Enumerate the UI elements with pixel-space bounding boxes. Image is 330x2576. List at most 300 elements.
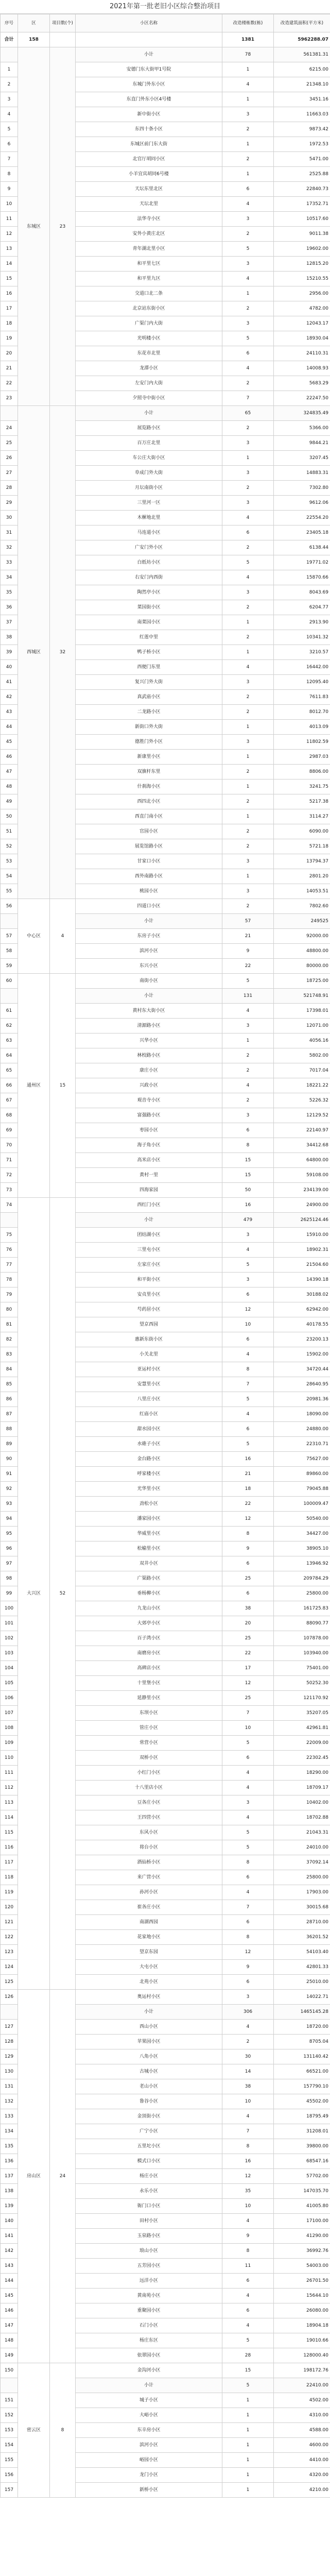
cell-seq: 32 xyxy=(1,540,18,555)
total-units: 1381 xyxy=(222,32,274,47)
cell-area: 22410.00 xyxy=(274,2378,330,2393)
cell-seq: 72 xyxy=(1,1168,18,1183)
cell-area: 18904.18 xyxy=(274,2318,330,2333)
cell-units: 6 xyxy=(222,1287,274,1302)
cell-seq: 48 xyxy=(1,779,18,794)
cell-units: 2 xyxy=(222,227,274,242)
cell-units: 30 xyxy=(222,2049,274,2064)
cell-area: 23200.13 xyxy=(274,1332,330,1347)
cell-area: 25800.00 xyxy=(274,1870,330,1885)
cell-area: 14883.31 xyxy=(274,466,330,481)
cell-units: 1 xyxy=(222,62,274,77)
cell-name: 黄村一里 xyxy=(76,1168,222,1183)
cell-units: 2 xyxy=(222,540,274,555)
cell-units: 2 xyxy=(222,705,274,720)
cell-units: 6 xyxy=(222,346,274,361)
cell-name: 木樨地北里 xyxy=(76,511,222,526)
cell-name: 奥运村小区 xyxy=(76,1990,222,2005)
cell-name: 车公庄大街小区 xyxy=(76,451,222,466)
cell-seq: 117 xyxy=(1,1855,18,1870)
cell-name: 交道口北二条 xyxy=(76,286,222,301)
cell-area: 38905.10 xyxy=(274,1541,330,1556)
cell-name: 四道口小区 xyxy=(76,899,222,914)
cell-units: 6 xyxy=(222,182,274,197)
cell-area: 6138.44 xyxy=(274,540,330,555)
cell-units: 2 xyxy=(222,765,274,779)
cell-seq: 144 xyxy=(1,2274,18,2289)
cell-seq: 4 xyxy=(1,107,18,122)
cell-name: 依翠园小区 xyxy=(76,2348,222,2363)
cell-name: 黄村东大街小区 xyxy=(76,1004,222,1019)
cell-units: 78 xyxy=(222,47,274,62)
cell-area: 22247.50 xyxy=(274,391,330,406)
cell-area: 89860.00 xyxy=(274,1467,330,1482)
cell-name: 桃园小区 xyxy=(76,884,222,899)
cell-seq: 68 xyxy=(1,1108,18,1123)
cell-units: 21 xyxy=(222,1467,274,1482)
cell-area: 34427.00 xyxy=(274,1527,330,1541)
page-title: 2021年第一批老旧小区综合整治项目 xyxy=(0,0,330,14)
total-label: 合计 xyxy=(1,32,18,47)
cell-area: 9844.21 xyxy=(274,436,330,451)
cell-seq: 107 xyxy=(1,1706,18,1721)
cell-name: 兴政小区 xyxy=(76,1078,222,1093)
cell-seq: 103 xyxy=(1,1646,18,1661)
cell-name: 新街口外大街 xyxy=(76,720,222,735)
cell-units: 1 xyxy=(222,2408,274,2423)
cell-name: 左安门内大街 xyxy=(76,376,222,391)
cell-seq: 94 xyxy=(1,1512,18,1527)
subtotal-row xyxy=(1,406,330,421)
cell-units: 4 xyxy=(222,197,274,212)
cell-name: 石门小区 xyxy=(76,2318,222,2333)
cell-seq: 18 xyxy=(1,316,18,331)
cell-units: 8 xyxy=(222,1527,274,1541)
cell-area: 54103.40 xyxy=(274,1945,330,1960)
cell-area: 20981.36 xyxy=(274,1392,330,1407)
cell-seq: 98 xyxy=(1,1571,18,1586)
cell-name: 田村小区 xyxy=(76,2214,222,2229)
cell-seq: 83 xyxy=(1,1347,18,1362)
cell-seq: 14 xyxy=(1,257,18,272)
cell-units: 2 xyxy=(222,1048,274,1063)
cell-name: 大郊亭小区 xyxy=(76,1616,222,1631)
cell-name: 新桥小区 xyxy=(76,2483,222,2498)
cell-area: 5721.18 xyxy=(274,839,330,854)
cell-units: 1 xyxy=(222,2483,274,2498)
cell-name: 呼家楼小区 xyxy=(76,1467,222,1482)
cell-area: 15644.10 xyxy=(274,2289,330,2303)
cell-units: 4 xyxy=(222,2109,274,2124)
cell-seq: 141 xyxy=(1,2229,18,2244)
cell-area: 2956.00 xyxy=(274,286,330,301)
cell-seq: 95 xyxy=(1,1527,18,1541)
cell-units: 4 xyxy=(222,2289,274,2303)
cell-area: 4013.09 xyxy=(274,720,330,735)
cell-name: 龙潭小区 xyxy=(76,361,222,376)
cell-units: 5 xyxy=(222,974,274,989)
cell-name: 陶然亭小区 xyxy=(76,585,222,600)
cell-seq: 100 xyxy=(1,1601,18,1616)
cell-seq: 79 xyxy=(1,1287,18,1302)
cell-units: 1 xyxy=(222,2423,274,2438)
table-header-row xyxy=(1,14,330,32)
cell-area: 22302.45 xyxy=(274,1751,330,1766)
cell-units: 6 xyxy=(222,1422,274,1437)
cell-area: 22140.97 xyxy=(274,1123,330,1138)
cell-seq: 63 xyxy=(1,1033,18,1048)
cell-area: 40178.55 xyxy=(274,1317,330,1332)
cell-units: 28 xyxy=(222,2348,274,2363)
cell-seq: 149 xyxy=(1,2348,18,2363)
cell-area: 100009.47 xyxy=(274,1497,330,1512)
cell-name: 西红门小区 xyxy=(76,1198,222,1213)
cell-units: 3 xyxy=(222,854,274,869)
cell-name: 海子角小区 xyxy=(76,1138,222,1153)
cell-units: 25 xyxy=(222,1571,274,1586)
cell-area: 10341.32 xyxy=(274,630,330,645)
cell-area: 198172.76 xyxy=(274,2363,330,2378)
cell-area: 11802.59 xyxy=(274,735,330,750)
cell-area: 50540.00 xyxy=(274,1512,330,1527)
cell-area: 8806.00 xyxy=(274,765,330,779)
cell-area: 15902.00 xyxy=(274,1347,330,1362)
cell-name: 展览馆路小区 xyxy=(76,839,222,854)
cell-seq: 139 xyxy=(1,2199,18,2214)
cell-name: 展览路小区 xyxy=(76,421,222,436)
cell-area: 9612.06 xyxy=(274,496,330,511)
cell-name: 鸭子桥小区 xyxy=(76,645,222,660)
cell-seq: 53 xyxy=(1,854,18,869)
cell-name: 劲松小区 xyxy=(76,1497,222,1512)
cell-area: 88090.77 xyxy=(274,1616,330,1631)
cell-units: 3 xyxy=(222,1273,274,1287)
cell-name: 老山小区 xyxy=(76,2079,222,2094)
cell-units: 3 xyxy=(222,436,274,451)
cell-seq: 37 xyxy=(1,615,18,630)
cell-area: 157790.10 xyxy=(274,2079,330,2094)
cell-area: 24110.31 xyxy=(274,346,330,361)
cell-area: 10402.00 xyxy=(274,1795,330,1810)
header-name: 小区名称 xyxy=(76,14,222,32)
cell-seq: 109 xyxy=(1,1736,18,1751)
cell-area: 42801.33 xyxy=(274,1960,330,1975)
cell-area: 30015.68 xyxy=(274,1900,330,1915)
cell-district-count: 15 xyxy=(50,974,76,1198)
cell-area: 561381.31 xyxy=(274,47,330,62)
cell-name: 黄南苑小区 xyxy=(76,2289,222,2303)
cell-name: 百万庄北里 xyxy=(76,436,222,451)
cell-seq: 104 xyxy=(1,1661,18,1676)
cell-name: 芍药居小区 xyxy=(76,1302,222,1317)
cell-name: 安外小黄庄北区 xyxy=(76,227,222,242)
cell-seq: 13 xyxy=(1,242,18,257)
cell-area: 249525 xyxy=(274,914,330,929)
cell-units: 1 xyxy=(222,2393,274,2408)
cell-area: 147035.70 xyxy=(274,2184,330,2199)
cell-name: 和平里七区 xyxy=(76,257,222,272)
cell-name: 枣园小区 xyxy=(76,1123,222,1138)
cell-area: 12129.52 xyxy=(274,1108,330,1123)
cell-area: 103940.00 xyxy=(274,1646,330,1661)
cell-name: 马连道小区 xyxy=(76,526,222,540)
cell-units: 12 xyxy=(222,1512,274,1527)
cell-units: 2 xyxy=(222,600,274,615)
cell-name: 右安门内西街 xyxy=(76,570,222,585)
total-area: 5962288.07 xyxy=(274,32,330,47)
cell-units: 2 xyxy=(222,1063,274,1078)
cell-name: 西直门南小区 xyxy=(76,809,222,824)
cell-seq: 87 xyxy=(1,1407,18,1422)
cell-units: 35 xyxy=(222,2184,274,2199)
cell-units: 3 xyxy=(222,1228,274,1243)
cell-district-count: 4 xyxy=(50,899,76,974)
cell-name: 大峪小区 xyxy=(76,2408,222,2423)
cell-seq: 82 xyxy=(1,1332,18,1347)
cell-district: 东城区 xyxy=(18,47,50,406)
cell-units: 6 xyxy=(222,1332,274,1347)
cell-area: 18795.49 xyxy=(274,2109,330,2124)
cell-area: 13946.92 xyxy=(274,1556,330,1571)
cell-units: 65 xyxy=(222,406,274,421)
cell-district: 西城区 xyxy=(18,406,50,899)
cell-area: 15870.66 xyxy=(274,570,330,585)
cell-name: 管庄小区 xyxy=(76,1721,222,1736)
cell-name: 城子小区 xyxy=(76,2393,222,2408)
cell-seq: 43 xyxy=(1,705,18,720)
cell-area: 107878.00 xyxy=(274,1631,330,1646)
cell-units: 1 xyxy=(222,167,274,182)
cell-units: 2 xyxy=(222,839,274,854)
cell-name: 苹果园小区 xyxy=(76,2035,222,2049)
cell-units: 2 xyxy=(222,2035,274,2049)
table-row xyxy=(1,899,330,914)
cell-area: 23405.18 xyxy=(274,526,330,540)
cell-area: 17398.01 xyxy=(274,1004,330,1019)
cell-area: 22310.71 xyxy=(274,1437,330,1452)
cell-area: 1972.53 xyxy=(274,137,330,152)
cell-units: 5 xyxy=(222,1825,274,1840)
cell-district: 通州区 xyxy=(18,974,50,1198)
cell-seq: 56 xyxy=(1,899,18,914)
cell-area: 4210.00 xyxy=(274,2483,330,2498)
cell-units: 12 xyxy=(222,1302,274,1317)
cell-seq: 92 xyxy=(1,1482,18,1497)
cell-units: 22 xyxy=(222,1497,274,1512)
cell-area: 18090.00 xyxy=(274,1407,330,1422)
cell-units: 15 xyxy=(222,1153,274,1168)
cell-units: 4 xyxy=(222,1347,274,1362)
cell-seq: 137 xyxy=(1,2169,18,2184)
cell-units: 1 xyxy=(222,451,274,466)
cell-area: 22009.00 xyxy=(274,1736,330,1751)
cell-seq: 145 xyxy=(1,2289,18,2303)
cell-district: 大兴区 xyxy=(18,1198,50,1990)
cell-name: 小计 xyxy=(76,1213,222,1228)
cell-seq: 142 xyxy=(1,2244,18,2259)
cell-seq: 102 xyxy=(1,1631,18,1646)
cell-district-count: 52 xyxy=(50,1198,76,1990)
cell-area: 1465145.28 xyxy=(274,2005,330,2020)
cell-name: 甜水园小区 xyxy=(76,1422,222,1437)
cell-name: 高米店小区 xyxy=(76,1153,222,1168)
cell-name: 三里河一区 xyxy=(76,496,222,511)
cell-name: 九龙山小区 xyxy=(76,1601,222,1616)
cell-units: 22 xyxy=(222,959,274,974)
cell-name: 琅山小区 xyxy=(76,2244,222,2259)
cell-seq: 23 xyxy=(1,391,18,406)
cell-area: 6090.00 xyxy=(274,824,330,839)
cell-name: 光明楼小区 xyxy=(76,331,222,346)
cell-name: 惠新东街小区 xyxy=(76,1332,222,1347)
cell-units: 1 xyxy=(222,615,274,630)
cell-name: 什刹海小区 xyxy=(76,779,222,794)
cell-units: 1 xyxy=(222,645,274,660)
cell-area: 24880.00 xyxy=(274,1422,330,1437)
cell-area: 21348.10 xyxy=(274,77,330,92)
cell-units: 12 xyxy=(222,1676,274,1691)
cell-seq: 133 xyxy=(1,2109,18,2124)
cell-area: 19771.02 xyxy=(274,555,330,570)
cell-seq xyxy=(1,47,18,62)
cell-name: 白纸坊小区 xyxy=(76,555,222,570)
cell-units: 9 xyxy=(222,2229,274,2244)
cell-name: 将台小区 xyxy=(76,1840,222,1855)
cell-name: 广宁小区 xyxy=(76,2124,222,2139)
cell-area: 18725.00 xyxy=(274,974,330,989)
cell-seq: 152 xyxy=(1,2408,18,2423)
cell-area: 2625124.46 xyxy=(274,1213,330,1228)
cell-area: 19010.66 xyxy=(274,2333,330,2348)
cell-area: 79045.88 xyxy=(274,1482,330,1497)
cell-seq: 121 xyxy=(1,1915,18,1930)
cell-seq: 153 xyxy=(1,2423,18,2438)
cell-units: 8 xyxy=(222,1855,274,1870)
cell-seq: 96 xyxy=(1,1541,18,1556)
cell-seq: 146 xyxy=(1,2303,18,2318)
cell-name: 红莲中里 xyxy=(76,630,222,645)
cell-name: 左家庄小区 xyxy=(76,1258,222,1273)
cell-name: 南街小区 xyxy=(76,974,222,989)
cell-units: 9 xyxy=(222,1960,274,1975)
cell-area: 68547.16 xyxy=(274,2154,330,2169)
cell-seq: 67 xyxy=(1,1093,18,1108)
cell-name: 杨庄小区 xyxy=(76,2169,222,2184)
cell-seq: 60 xyxy=(1,974,18,989)
cell-area: 92000.00 xyxy=(274,929,330,944)
cell-name: 西便门东里 xyxy=(76,660,222,675)
cell-seq: 69 xyxy=(1,1123,18,1138)
cell-area: 209784.29 xyxy=(274,1571,330,1586)
cell-area: 15910.00 xyxy=(274,1228,330,1243)
cell-area: 131140.42 xyxy=(274,2049,330,2064)
cell-units: 4 xyxy=(222,1781,274,1795)
cell-name: 滨河小区 xyxy=(76,944,222,959)
cell-name: 观音寺小区 xyxy=(76,1093,222,1108)
cell-name: 崔各庄小区 xyxy=(76,1900,222,1915)
cell-name: 五里坨小区 xyxy=(76,2139,222,2154)
cell-name: 永乐小区 xyxy=(76,2184,222,2199)
cell-name: 潘家园小区 xyxy=(76,1512,222,1527)
cell-name: 天坛东里北区 xyxy=(76,182,222,197)
cell-units: 4 xyxy=(222,77,274,92)
cell-area: 12071.00 xyxy=(274,1019,330,1033)
header-district: 区 xyxy=(18,14,50,32)
cell-name: 安贞里小区 xyxy=(76,1287,222,1302)
cell-area: 50252.30 xyxy=(274,1676,330,1691)
cell-units: 131 xyxy=(222,989,274,1004)
cell-seq: 15 xyxy=(1,272,18,286)
cell-seq: 36 xyxy=(1,600,18,615)
cell-area: 5217.38 xyxy=(274,794,330,809)
cell-area: 5802.00 xyxy=(274,1048,330,1063)
cell-name: 夕照寺中街小区 xyxy=(76,391,222,406)
cell-seq: 157 xyxy=(1,2483,18,2498)
cell-units: 4 xyxy=(222,1407,274,1422)
cell-district: 房山区 xyxy=(18,1990,50,2363)
cell-seq: 41 xyxy=(1,675,18,690)
cell-area: 12095.40 xyxy=(274,675,330,690)
cell-seq: 42 xyxy=(1,690,18,705)
cell-seq: 57 xyxy=(1,929,18,944)
cell-units: 6 xyxy=(222,1915,274,1930)
cell-units: 6 xyxy=(222,1975,274,1990)
cell-area: 7302.80 xyxy=(274,481,330,496)
cell-area: 22554.20 xyxy=(274,511,330,526)
cell-name: 金沟河小区 xyxy=(76,2363,222,2378)
cell-area: 14022.71 xyxy=(274,1990,330,2005)
cell-units: 3 xyxy=(222,884,274,899)
cell-seq: 40 xyxy=(1,660,18,675)
cell-seq: 123 xyxy=(1,1945,18,1960)
cell-name: 小关北里 xyxy=(76,1347,222,1362)
cell-name: 东房子小区 xyxy=(76,929,222,944)
cell-name: 杨庄东区 xyxy=(76,2333,222,2348)
header-count: 项目数(个) xyxy=(50,14,76,32)
cell-name: 官园小区 xyxy=(76,824,222,839)
cell-name: 小计 xyxy=(76,47,222,62)
cell-seq: 61 xyxy=(1,1004,18,1019)
cell-area: 5471.00 xyxy=(274,152,330,167)
cell-seq: 113 xyxy=(1,1795,18,1810)
cell-name: 东兴小区 xyxy=(76,959,222,974)
cell-name: 和平街小区 xyxy=(76,1273,222,1287)
cell-seq: 150 xyxy=(1,2363,18,2378)
cell-area: 17352.71 xyxy=(274,197,330,212)
cell-units: 9 xyxy=(222,944,274,959)
cell-seq: 120 xyxy=(1,1900,18,1915)
cell-name: 来广营小区 xyxy=(76,1870,222,1885)
cell-area: 12815.20 xyxy=(274,257,330,272)
cell-name: 高碑店小区 xyxy=(76,1661,222,1676)
cell-seq: 131 xyxy=(1,2079,18,2094)
cell-units: 16 xyxy=(222,1452,274,1467)
header-units: 改造楼栋数(栋) xyxy=(222,14,274,32)
cell-seq: 97 xyxy=(1,1556,18,1571)
cell-name: 亚运村小区 xyxy=(76,1362,222,1377)
cell-name: 古城小区 xyxy=(76,2064,222,2079)
cell-seq: 22 xyxy=(1,376,18,391)
cell-seq: 26 xyxy=(1,451,18,466)
cell-seq: 127 xyxy=(1,2020,18,2035)
cell-units: 4 xyxy=(222,570,274,585)
cell-units: 17 xyxy=(222,1661,274,1676)
cell-units: 3 xyxy=(222,585,274,600)
cell-name: 东直门外东小区4号楼 xyxy=(76,92,222,107)
cell-name: 双井小区 xyxy=(76,1556,222,1571)
cell-name: 二龙路小区 xyxy=(76,705,222,720)
cell-seq: 118 xyxy=(1,1870,18,1885)
